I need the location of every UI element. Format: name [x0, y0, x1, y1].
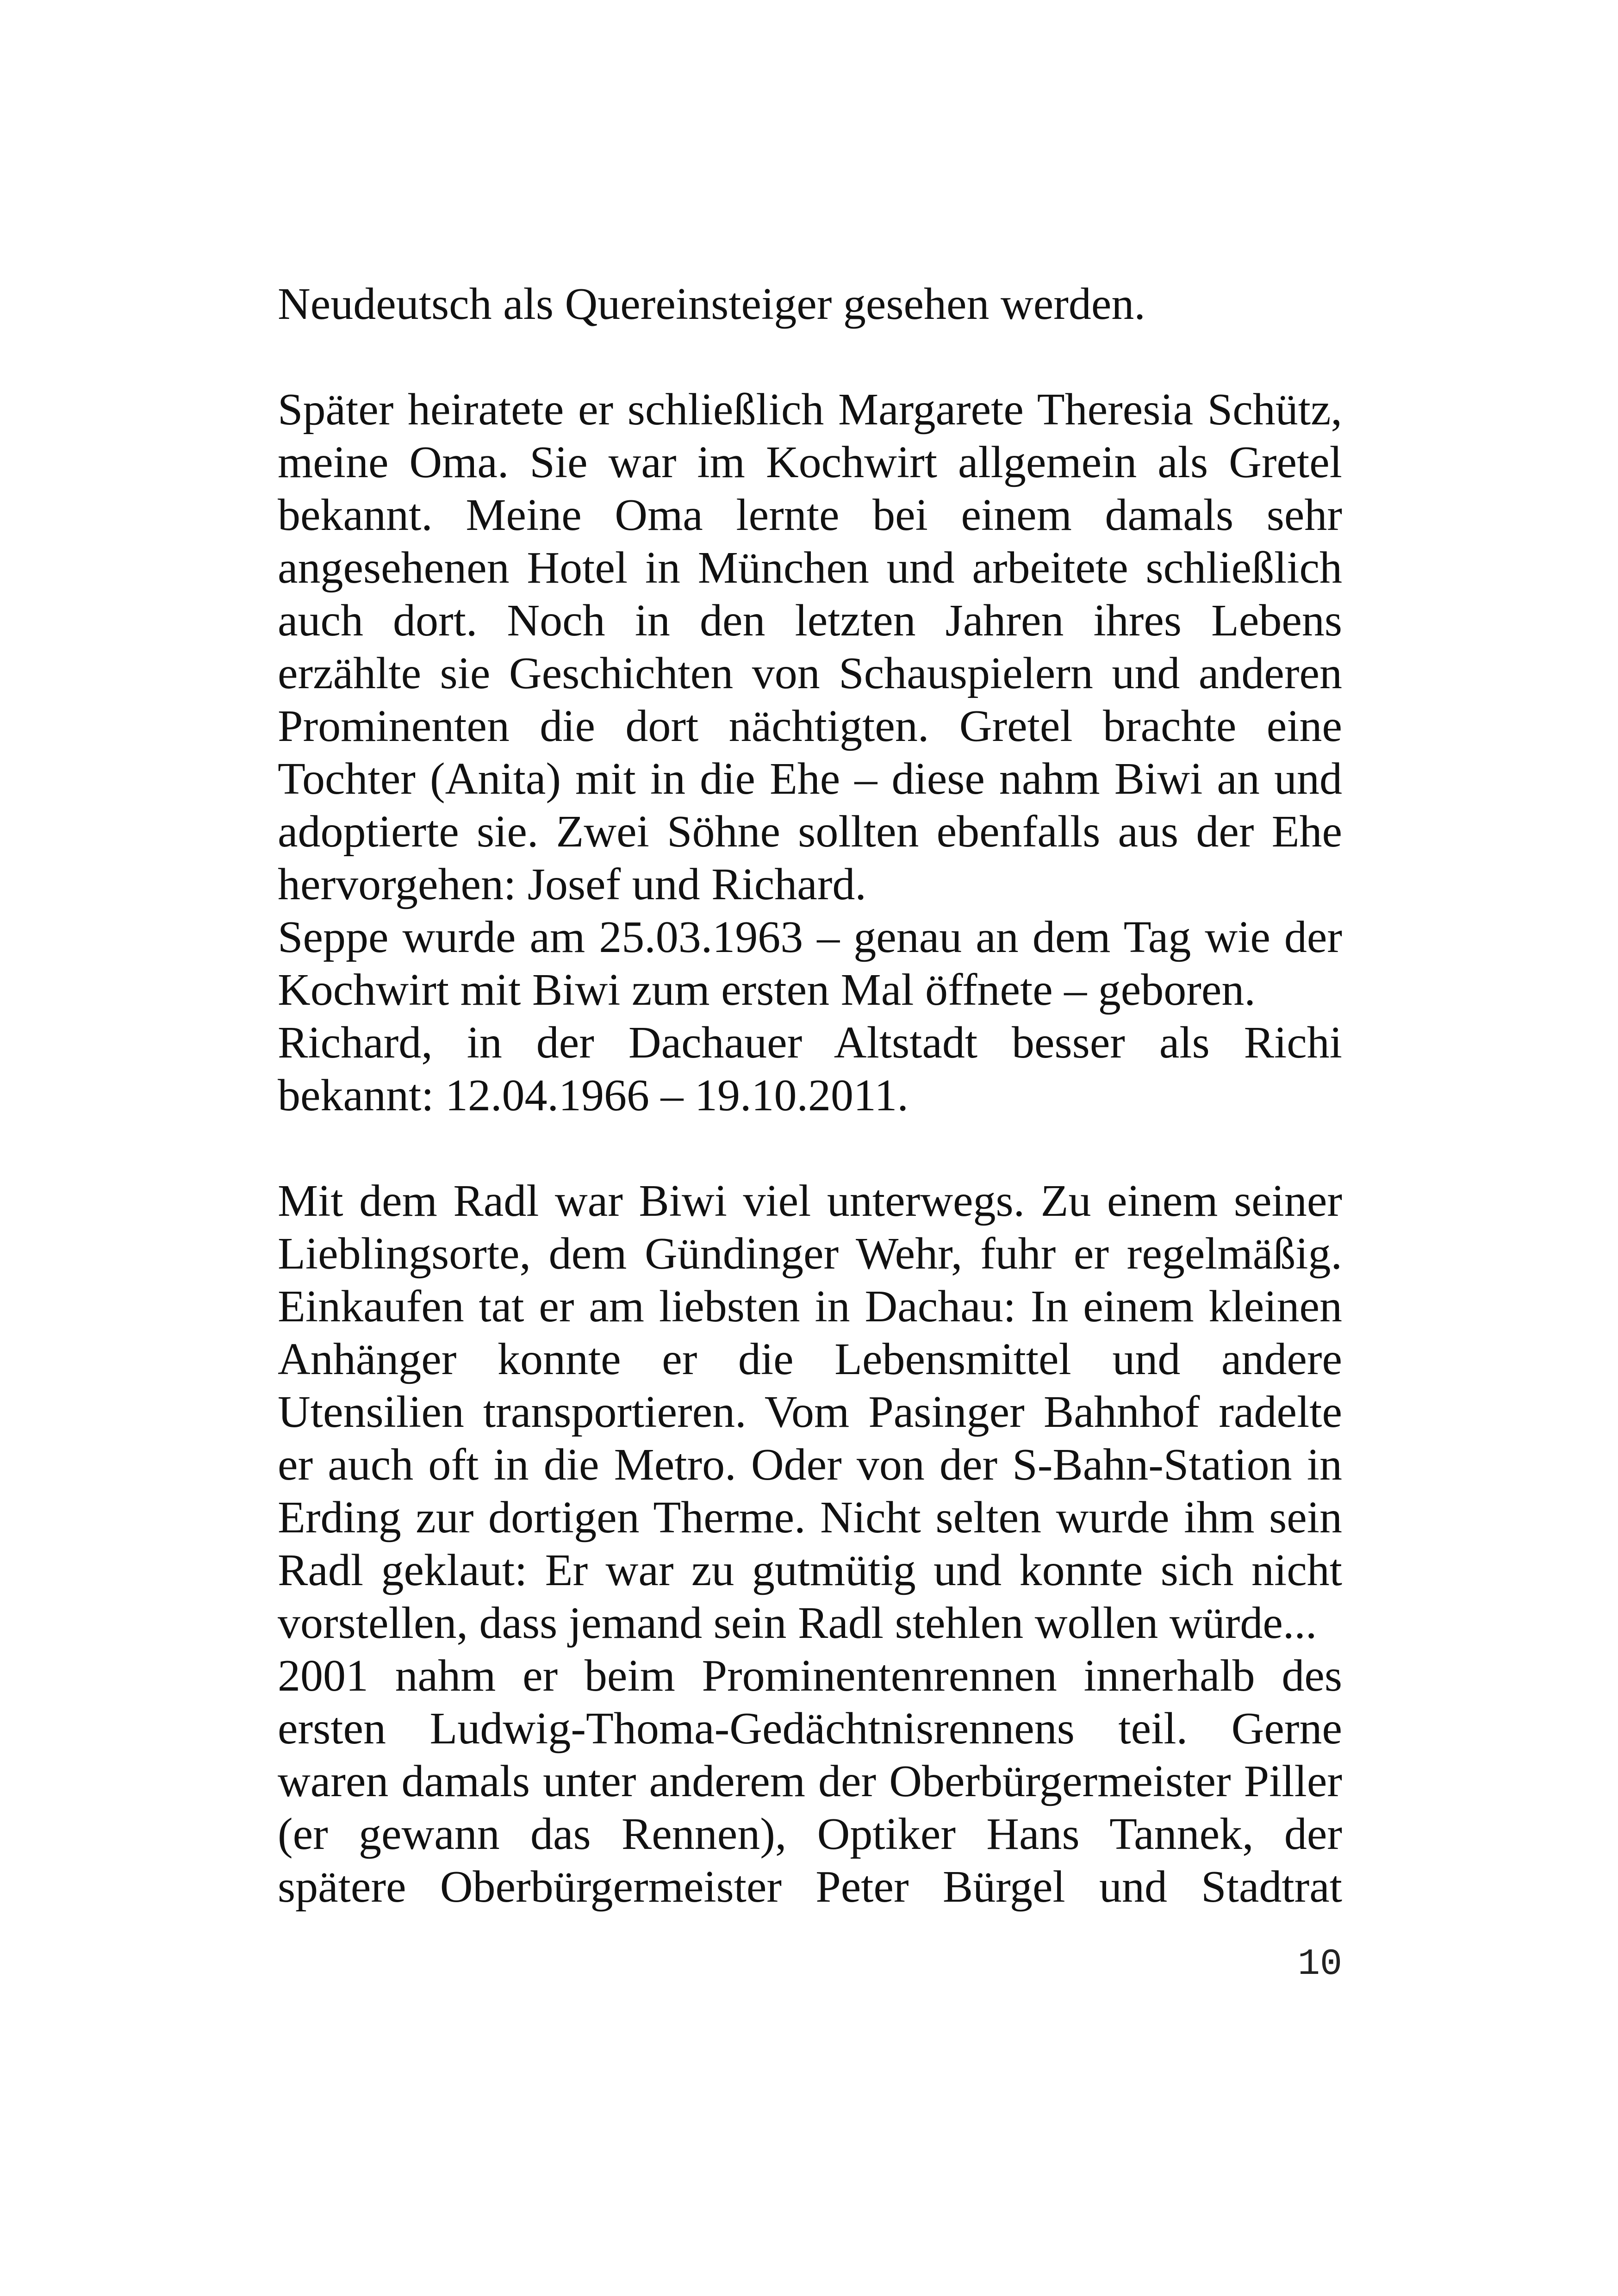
text-line: Kochwirt mit Biwi zum ersten Mal öffnete – geboren.	[278, 965, 1256, 1015]
text-line: Mit dem Radl war Biwi viel unterwegs. Zu einem seiner	[278, 1176, 1342, 1226]
text-line: meine Oma. Sie war im Kochwirt allgemein als Gretel	[278, 437, 1342, 487]
text-line: 2001 nahm er beim Prominentenrennen innerhalb des	[278, 1651, 1342, 1701]
paragraph	[278, 1175, 1342, 1913]
text-line: Seppe wurde am 25.03.1963 – genau an dem Tag wie der	[278, 912, 1342, 962]
text-line: Tochter (Anita) mit in die Ehe – diese nahm Biwi an und	[278, 754, 1342, 804]
text-line: Richard, in der Dachauer Altstadt besser als Richi	[278, 1018, 1342, 1068]
text-line: Einkaufen tat er am liebsten in Dachau: In einem kleinen	[278, 1282, 1342, 1332]
paragraph-gap	[278, 330, 1342, 383]
text-line: hervorgehen: Josef und Richard.	[278, 859, 866, 909]
text-line: erzählte sie Geschichten von Schauspielern und anderen	[278, 648, 1342, 698]
text-line: bekannt. Meine Oma lernte bei einem damals sehr	[278, 490, 1342, 540]
paragraph	[278, 383, 1342, 1122]
text-line: spätere Oberbürgermeister Peter Bürgel und Stadtrat	[278, 1862, 1342, 1912]
text-line: vorstellen, dass jemand sein Radl stehlen wollen würde...	[278, 1598, 1317, 1648]
page-body	[278, 278, 1342, 1913]
text-line: bekannt: 12.04.1966 – 19.10.2011.	[278, 1070, 909, 1120]
paragraph-gap	[278, 1122, 1342, 1175]
text-line: Anhänger konnte er die Lebensmittel und andere	[278, 1334, 1342, 1384]
text-line: waren damals unter anderem der Oberbürgermeister Piller	[278, 1756, 1342, 1806]
text-line: ersten Ludwig-Thoma-Gedächtnisrennens teil. Gerne	[278, 1704, 1342, 1754]
text-line: Prominenten die dort nächtigten. Gretel brachte eine	[278, 701, 1342, 751]
text-line: adoptierte sie. Zwei Söhne sollten ebenfalls aus der Ehe	[278, 807, 1342, 857]
page-number: 10	[1297, 1943, 1342, 1985]
text-line: er auch oft in die Metro. Oder von der S-Bahn-Station in	[278, 1440, 1342, 1490]
text-line: Radl geklaut: Er war zu gutmütig und konnte sich nicht	[278, 1545, 1342, 1595]
text-line: Neudeutsch als Quereinsteiger gesehen werden.	[278, 279, 1145, 329]
text-line: Erding zur dortigen Therme. Nicht selten wurde ihm sein	[278, 1493, 1342, 1543]
text-line: (er gewann das Rennen), Optiker Hans Tannek, der	[278, 1809, 1342, 1859]
text-line: Utensilien transportieren. Vom Pasinger Bahnhof radelte	[278, 1387, 1342, 1437]
text-line: angesehenen Hotel in München und arbeitete schließlich	[278, 543, 1342, 593]
text-line: auch dort. Noch in den letzten Jahren ihres Lebens	[278, 596, 1342, 646]
text-line: Lieblingsorte, dem Gündinger Wehr, fuhr er regelmäßig.	[278, 1229, 1342, 1279]
text-line: Später heiratete er schließlich Margarete Theresia Schütz,	[278, 385, 1342, 435]
paragraph	[278, 278, 1342, 330]
